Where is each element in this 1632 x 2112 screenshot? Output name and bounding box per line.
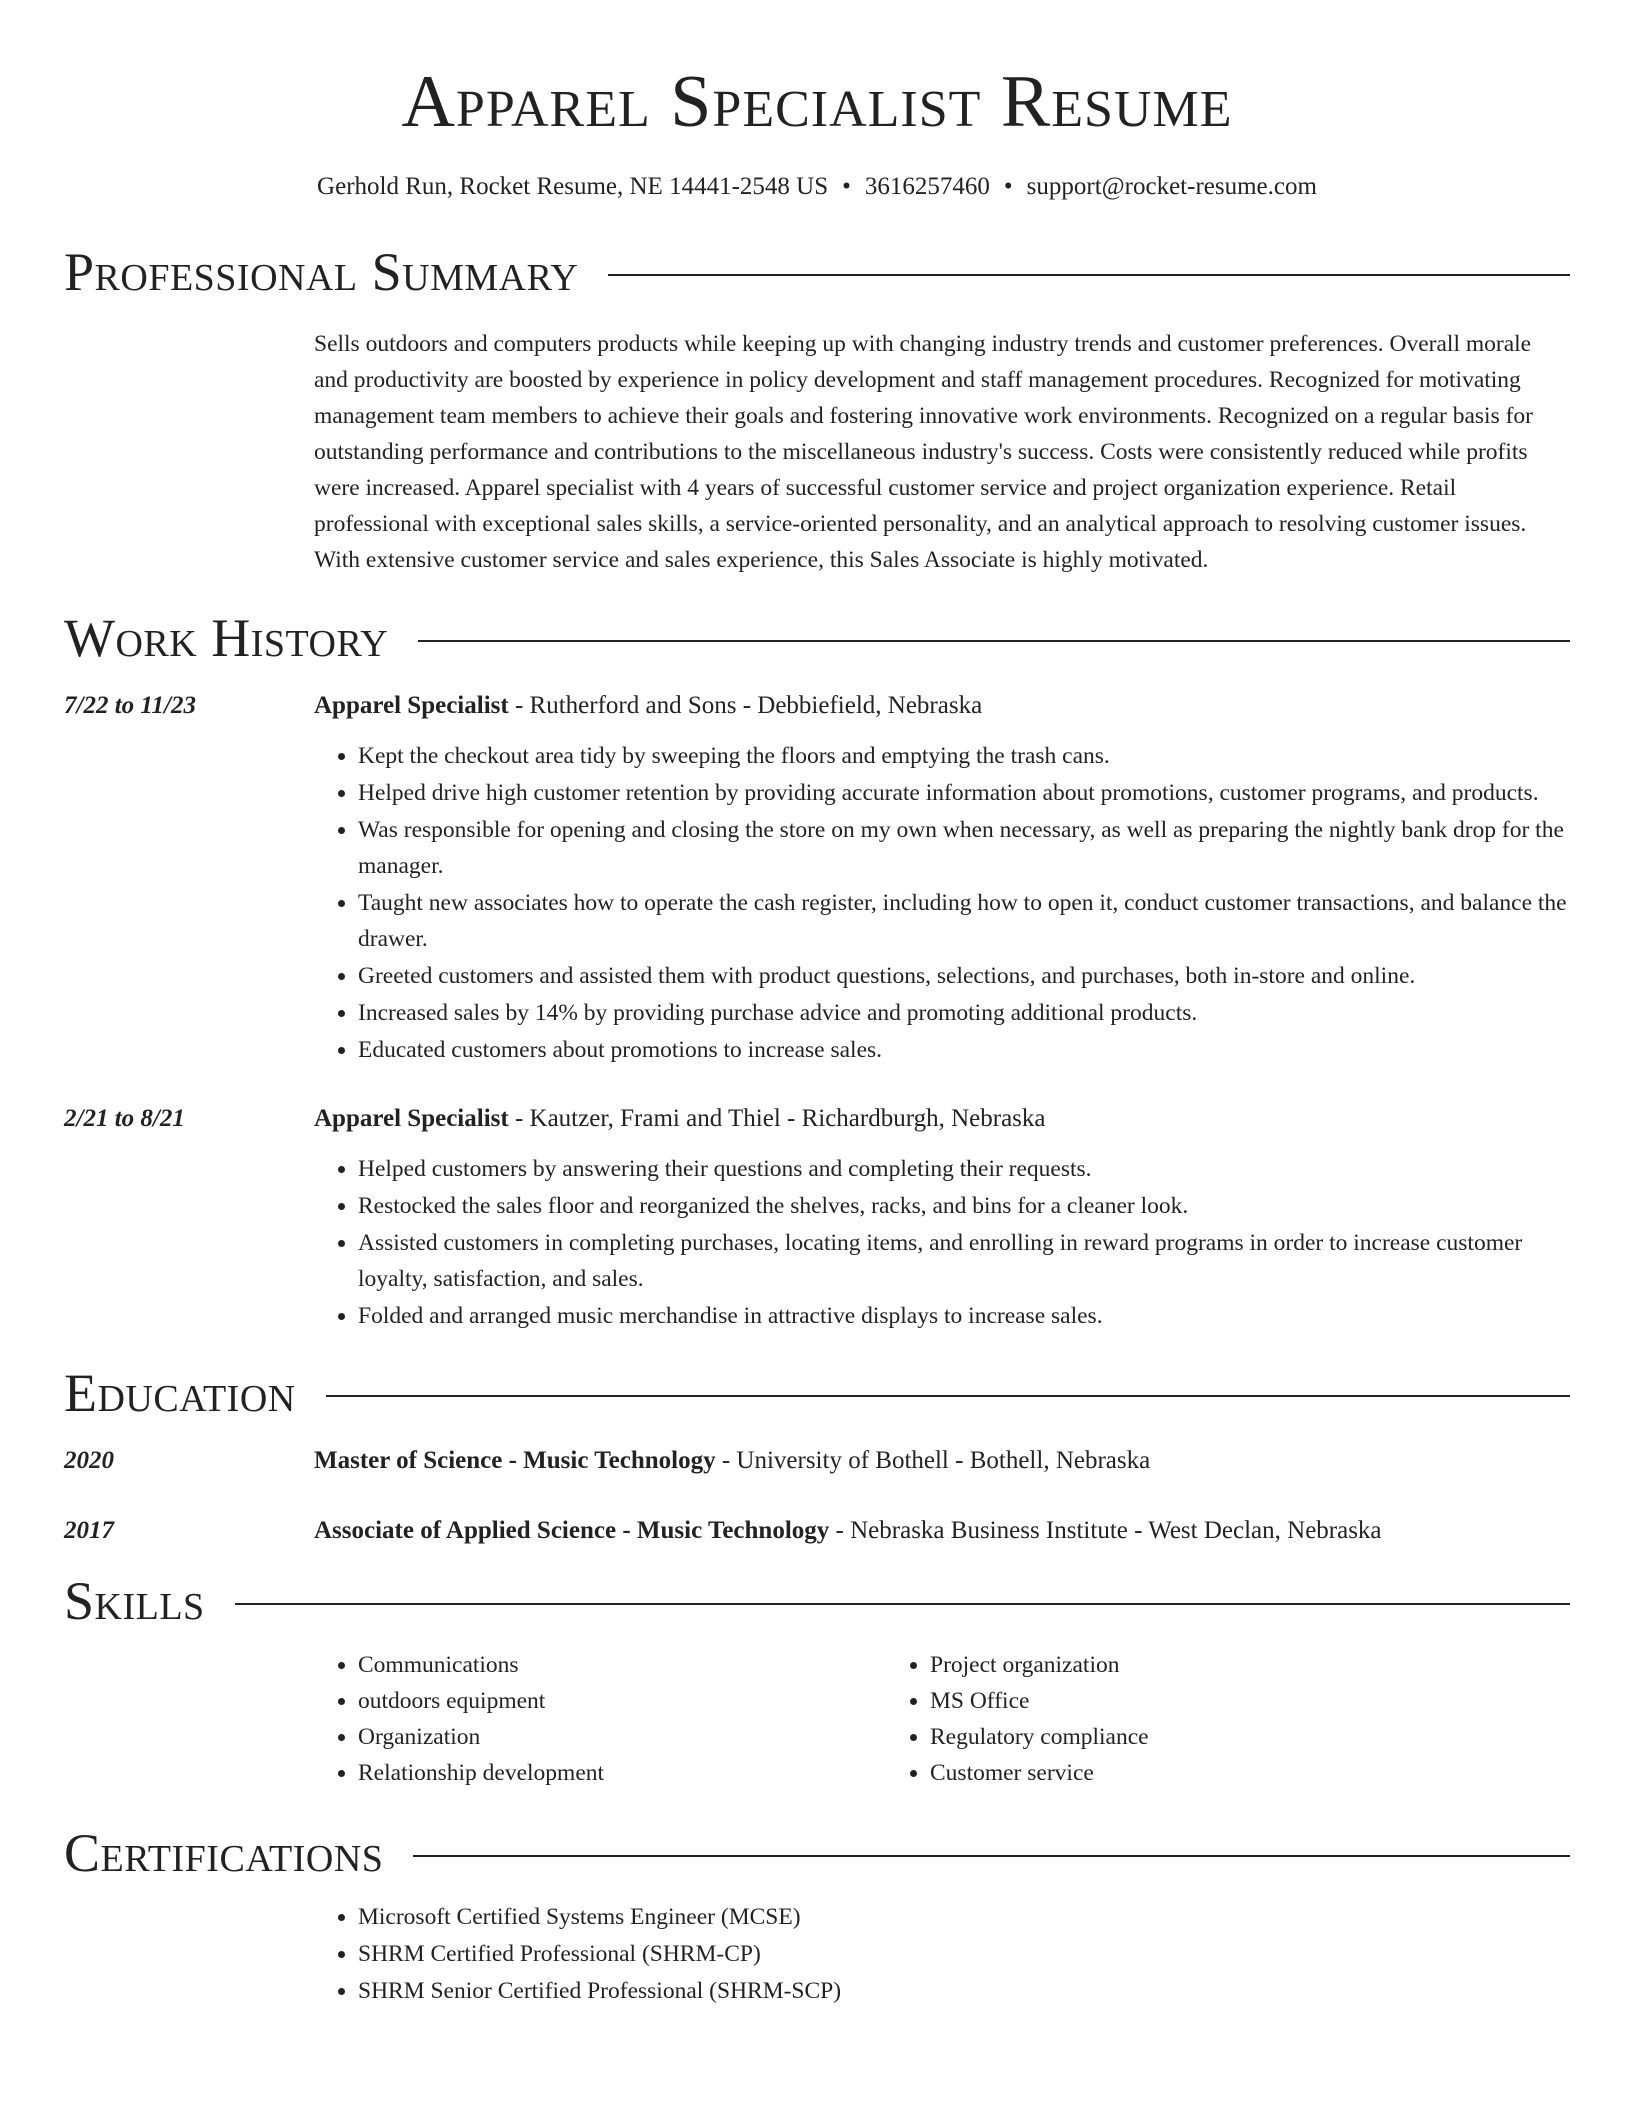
- list-item: • Assisted customers in completing purchases, locating items, and enrolling in reward programs in order to increase customer loyalty, satisfaction, and sales.: [358, 1225, 1570, 1297]
- list-item: • Kept the checkout area tidy by sweeping the floors and emptying the trash cans.: [358, 738, 1570, 774]
- education-line: [314, 1513, 1570, 1549]
- education-line: [314, 1443, 1570, 1479]
- skills-column-right: [886, 1647, 1458, 1791]
- skill-item: • Project organization: [930, 1647, 1458, 1683]
- education-year: 2020: [64, 1447, 114, 1474]
- address: Gerhold Run, Rocket Resume, NE 14441-2548 US: [317, 173, 829, 200]
- certifications-section-header: [64, 1821, 1570, 1885]
- list-item: • Folded and arranged music merchandise in attractive displays to increase sales.: [358, 1298, 1570, 1334]
- skill-item: • outdoors equipment: [358, 1683, 886, 1719]
- section-divider: [418, 640, 1570, 642]
- job-bullets: [314, 1151, 1570, 1334]
- skills-section-header: [64, 1569, 1570, 1633]
- section-heading: Work History: [64, 608, 389, 668]
- section-divider: [326, 1395, 1570, 1397]
- job-content: [314, 688, 1570, 1069]
- education-year: 2017: [64, 1517, 114, 1544]
- degree: Master of Science - Music Technology: [314, 1447, 716, 1474]
- job-dates: 7/22 to 11/23: [64, 692, 196, 719]
- certification-item: • Microsoft Certified Systems Engineer (MCSE): [358, 1899, 1570, 1935]
- skill-item: • Relationship development: [358, 1755, 886, 1791]
- separator: •: [1003, 173, 1013, 200]
- certifications-block: [314, 1899, 1570, 2009]
- skill-item: • Communications: [358, 1647, 886, 1683]
- job-title-line: [314, 1101, 1570, 1137]
- education-details: - University of Bothell - Bothell, Nebraska: [715, 1447, 1151, 1474]
- contact-line: [64, 170, 1570, 204]
- list-item: • Restocked the sales floor and reorganized the shelves, racks, and bins for a cleaner look.: [358, 1188, 1570, 1224]
- job-content: [314, 1101, 1570, 1335]
- education-section-header: [64, 1361, 1570, 1425]
- list-item: • Taught new associates how to operate the cash register, including how to open it, conduct customer transactions, and balance the drawer.: [358, 885, 1570, 957]
- certification-item: • SHRM Senior Certified Professional (SHRM-SCP): [358, 1973, 1570, 2009]
- list-item: • Helped customers by answering their questions and completing their requests.: [358, 1151, 1570, 1187]
- job-dates: 2/21 to 8/21: [64, 1105, 185, 1132]
- section-heading: Skills: [64, 1571, 205, 1631]
- list-item: • Educated customers about promotions to increase sales.: [358, 1032, 1570, 1068]
- skills-list: [314, 1647, 1570, 1791]
- certification-item: • SHRM Certified Professional (SHRM-CP): [358, 1936, 1570, 1972]
- summary-section-header: [64, 240, 1570, 304]
- job-details: - Kautzer, Frami and Thiel - Richardburgh, Nebraska: [508, 1105, 1046, 1132]
- summary-block: [314, 326, 1570, 578]
- phone: 3616257460: [864, 173, 990, 200]
- list-item: • Increased sales by 14% by providing purchase advice and promoting additional products.: [358, 995, 1570, 1031]
- section-divider: [608, 274, 1570, 276]
- degree: Associate of Applied Science - Music Technology: [314, 1517, 830, 1544]
- job-title-line: [314, 688, 1570, 724]
- section-heading: Professional Summary: [64, 242, 579, 302]
- section-heading: Certifications: [64, 1823, 384, 1883]
- education-entry: [64, 1513, 1570, 1549]
- list-item: • Greeted customers and assisted them with product questions, selections, and purchases, both in-store and online.: [358, 958, 1570, 994]
- summary-text: Sells outdoors and computers products while keeping up with changing industry trends and customer preferences. Overall morale and productivity are boosted by experience in policy development and staff management procedures. Recognized for motivating management team members to achieve their goals and fostering innovative work environments. Recognized on a regular basis for outstanding performance and contributions to the miscellaneous industry's success. Costs were consistently reduced while profits were increased. Apparel specialist with 4 years of successful customer service and project organization experience. Retail professional with exceptional sales skills, a service-oriented personality, and an analytical approach to resolving customer issues. With extensive customer service and sales experience, this Sales Associate is highly motivated.: [314, 331, 1533, 573]
- skill-item: • Customer service: [930, 1755, 1458, 1791]
- resume-title: Apparel Specialist Resume: [401, 61, 1233, 143]
- list-item: • Was responsible for opening and closing the store on my own when necessary, as well as preparing the nightly bank drop for the manager.: [358, 812, 1570, 884]
- section-divider: [235, 1603, 1570, 1605]
- job-title: Apparel Specialist: [314, 1105, 509, 1132]
- work-section-header: [64, 606, 1570, 670]
- job-details: - Rutherford and Sons - Debbiefield, Nebraska: [508, 692, 983, 719]
- skill-item: • Organization: [358, 1719, 886, 1755]
- job-bullets: [314, 738, 1570, 1068]
- section-heading: Education: [64, 1363, 296, 1423]
- section-divider: [413, 1855, 1570, 1857]
- job-entry: [64, 688, 1570, 1069]
- education-entry: [64, 1443, 1570, 1479]
- skills-column-left: [314, 1647, 886, 1791]
- job-entry: [64, 1101, 1570, 1335]
- email: support@rocket-resume.com: [1026, 173, 1317, 200]
- certifications-list: [314, 1899, 1570, 2009]
- list-item: • Helped drive high customer retention by providing accurate information about promotions, customer programs, and products.: [358, 775, 1570, 811]
- separator: •: [842, 173, 851, 200]
- education-details: - Nebraska Business Institute - West Declan, Nebraska: [829, 1517, 1382, 1544]
- skill-item: • Regulatory compliance: [930, 1719, 1458, 1755]
- job-title: Apparel Specialist: [314, 692, 509, 719]
- skill-item: • MS Office: [930, 1683, 1458, 1719]
